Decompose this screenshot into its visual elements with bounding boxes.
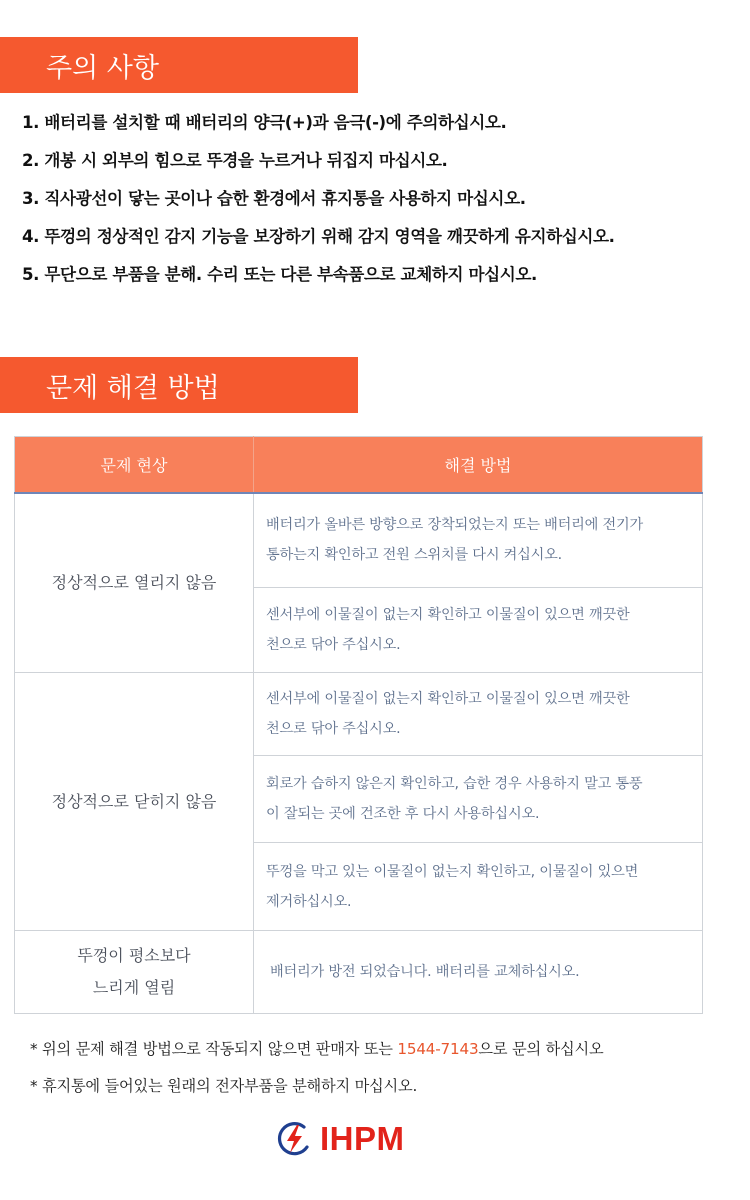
solution-line: 통하는지 확인하고 전원 스위치를 다시 켜십시오. (266, 547, 562, 564)
solution-line: 뚜껑을 막고 있는 이물질이 없는지 확인하고, 이물질이 있으면 (266, 863, 639, 880)
table-row (15, 493, 703, 588)
solution-cell (254, 756, 703, 843)
header-problem: 문제 현상 (15, 437, 254, 493)
solution-cell (254, 493, 703, 588)
table-header-row (15, 437, 703, 493)
solution-line: 배터리가 방전 되었습니다. 배터리를 교체하십시오. (270, 964, 580, 980)
solution-line: 배터리가 올바른 방향으로 장착되었는지 또는 배터리에 전기가 (266, 517, 643, 534)
solution-cell (254, 588, 703, 673)
solution-line: 천으로 닦아 주십시오. (266, 637, 401, 653)
solution-line: 회로가 습하지 않은지 확인하고, 습한 경우 사용하지 말고 통풍 (266, 776, 643, 792)
table-row (15, 673, 703, 756)
caution-list (22, 104, 742, 294)
caution-item: 3. 직사광선이 닿는 곳이나 습한 환경에서 휴지통을 사용하지 마십시오. (22, 189, 526, 208)
solution-line: 천으로 닦아 주십시오. (266, 721, 401, 737)
footnote-warning: * 휴지통에 들어있는 원래의 전자부품을 분해하지 마십시오. (30, 1077, 418, 1095)
problem-cell (15, 931, 254, 1014)
phone-number: 1544-7143 (397, 1040, 479, 1058)
problem-cell: 정상적으로 닫히지 않음 (15, 673, 254, 931)
caution-item: 2. 개봉 시 외부의 힘으로 뚜경을 누르거나 뒤집지 마십시오. (22, 151, 448, 170)
solution-cell (254, 843, 703, 931)
brand-name: IHPM (320, 1120, 405, 1157)
caution-title: 주의 사항 (0, 37, 358, 93)
troubleshoot-title: 문제 해결 방법 (0, 357, 358, 413)
footnotes (30, 1036, 740, 1110)
footnote-suffix: 으로 문의 하십시오 (478, 1040, 604, 1058)
caution-item: 5. 무단으로 부품을 분해. 수리 또는 다른 부속품으로 교체하지 마십시오. (22, 265, 537, 284)
solution-line: 센서부에 이물질이 없는지 확인하고 이물질이 있으면 깨끗한 (266, 691, 630, 707)
solution-line: 이 잘되는 곳에 건조한 후 다시 사용하십시오. (266, 806, 540, 822)
solution-cell (254, 931, 703, 1014)
caution-item: 1. 배터리를 설치할 때 배터리의 양극(+)과 음극(-)에 주의하십시오. (22, 113, 507, 132)
problem-line: 뚜껑이 평소보다 (77, 946, 191, 965)
solution-cell (254, 673, 703, 756)
table-row (15, 931, 703, 1014)
solution-line: 제거하십시오. (266, 893, 352, 910)
header-solution: 해결 방법 (254, 437, 703, 493)
footnote-contact (30, 1036, 740, 1073)
troubleshoot-table (14, 436, 703, 1014)
lightning-bolt-icon (276, 1121, 312, 1157)
footnote-prefix: * 위의 문제 해결 방법으로 작동되지 않으면 판매자 또는 (30, 1040, 398, 1058)
brand-logo (276, 1120, 405, 1158)
problem-cell: 정상적으로 열리지 않음 (15, 493, 254, 673)
solution-line: 센서부에 이물질이 없는지 확인하고 이물질이 있으면 깨끗한 (266, 607, 630, 623)
caution-item: 4. 뚜껑의 정상적인 감지 기능을 보장하기 위해 감지 영역을 깨끗하게 유지하십시오. (22, 227, 615, 246)
problem-line: 느리게 열림 (92, 978, 176, 997)
